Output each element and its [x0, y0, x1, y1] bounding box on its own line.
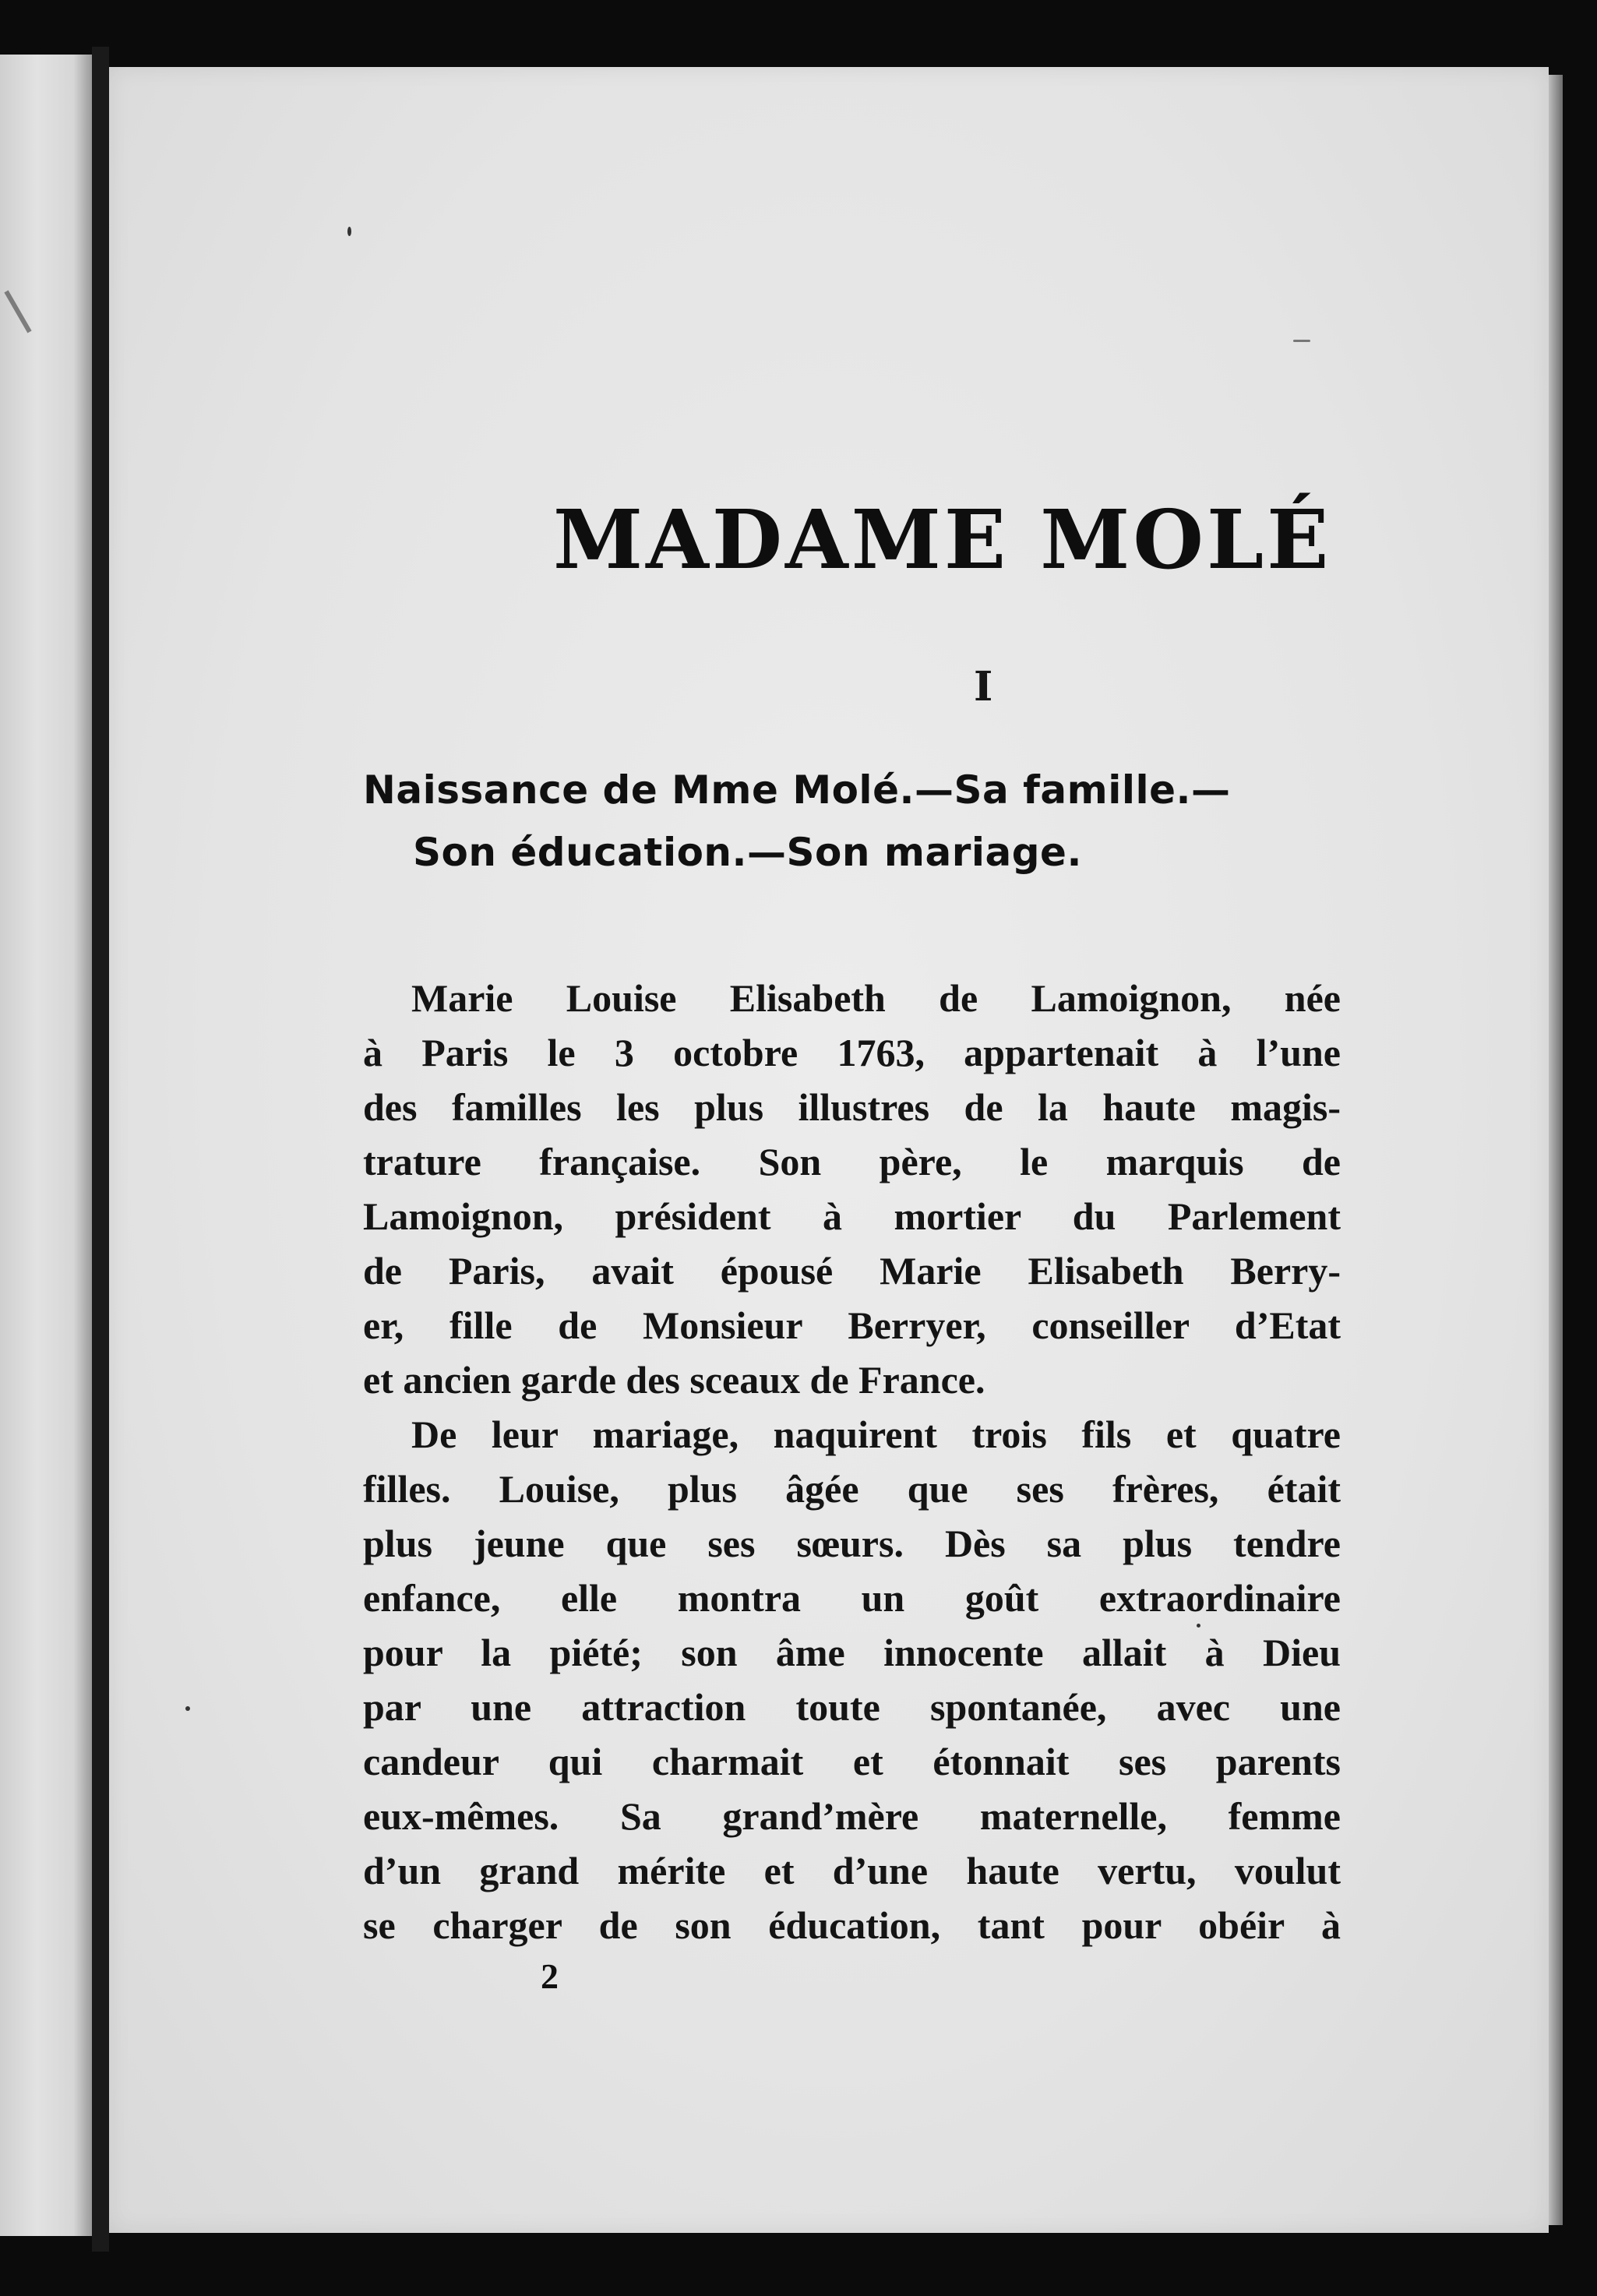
text-line: Marie Louise Elisabeth de Lamoignon, née	[411, 976, 1341, 1020]
text-line: De leur mariage, naquirent trois fils et quatre	[411, 1413, 1341, 1456]
book-page	[109, 67, 1549, 2233]
text-line: enfance, elle montra un goût extraordinaire	[363, 1576, 1341, 1620]
text-line: trature française. Son père, le marquis de	[363, 1140, 1341, 1183]
chapter-number: I	[974, 663, 993, 711]
text-line: pour la piété; son âme innocente allait à Dieu	[363, 1631, 1341, 1674]
previous-page-edge	[0, 55, 92, 2236]
text-line: de Paris, avait épousé Marie Elisabeth Berry-	[363, 1249, 1341, 1293]
text-line: d’un grand mérite et d’une haute vertu, voulut	[363, 1849, 1341, 1892]
body-text	[363, 971, 1341, 1952]
page-number: 2	[541, 1956, 559, 1996]
text-line: Lamoignon, président à mortier du Parlement	[363, 1194, 1341, 1238]
text-line: à Paris le 3 octobre 1763, appartenait à l’une	[363, 1031, 1341, 1074]
text-line: et ancien garde des sceaux de France.	[363, 1358, 985, 1402]
scan-mark	[4, 291, 31, 333]
text-line: se charger de son éducation, tant pour obéir à	[363, 1903, 1341, 1947]
chapter-summary-line: Naissance de Mme Molé.—Sa famille.—	[363, 767, 1231, 813]
text-line: plus jeune que ses sœurs. Dès sa plus tendre	[363, 1522, 1341, 1565]
text-line: eux-mêmes. Sa grand’mère maternelle, femme	[363, 1794, 1341, 1838]
text-line: des familles les plus illustres de la haute magis-	[363, 1085, 1341, 1129]
chapter-summary-line: Son éducation.—Son mariage.	[413, 830, 1082, 875]
page-title: MADAME MOLÉ	[553, 492, 1332, 587]
scan-speck	[185, 1706, 190, 1711]
chapter-summary	[363, 759, 1454, 883]
scan-speck	[347, 227, 351, 236]
scan-speck	[1197, 1624, 1200, 1628]
scan-speck	[1293, 340, 1310, 342]
text-line: par une attraction toute spontanée, avec une	[363, 1685, 1341, 1729]
text-line: filles. Louise, plus âgée que ses frères, était	[363, 1467, 1341, 1511]
page-gutter	[92, 47, 109, 2252]
text-line: er, fille de Monsieur Berryer, conseiller d’Etat	[363, 1303, 1341, 1347]
text-line: candeur qui charmait et étonnait ses parents	[363, 1740, 1341, 1783]
page-binding-edge	[1549, 75, 1563, 2225]
